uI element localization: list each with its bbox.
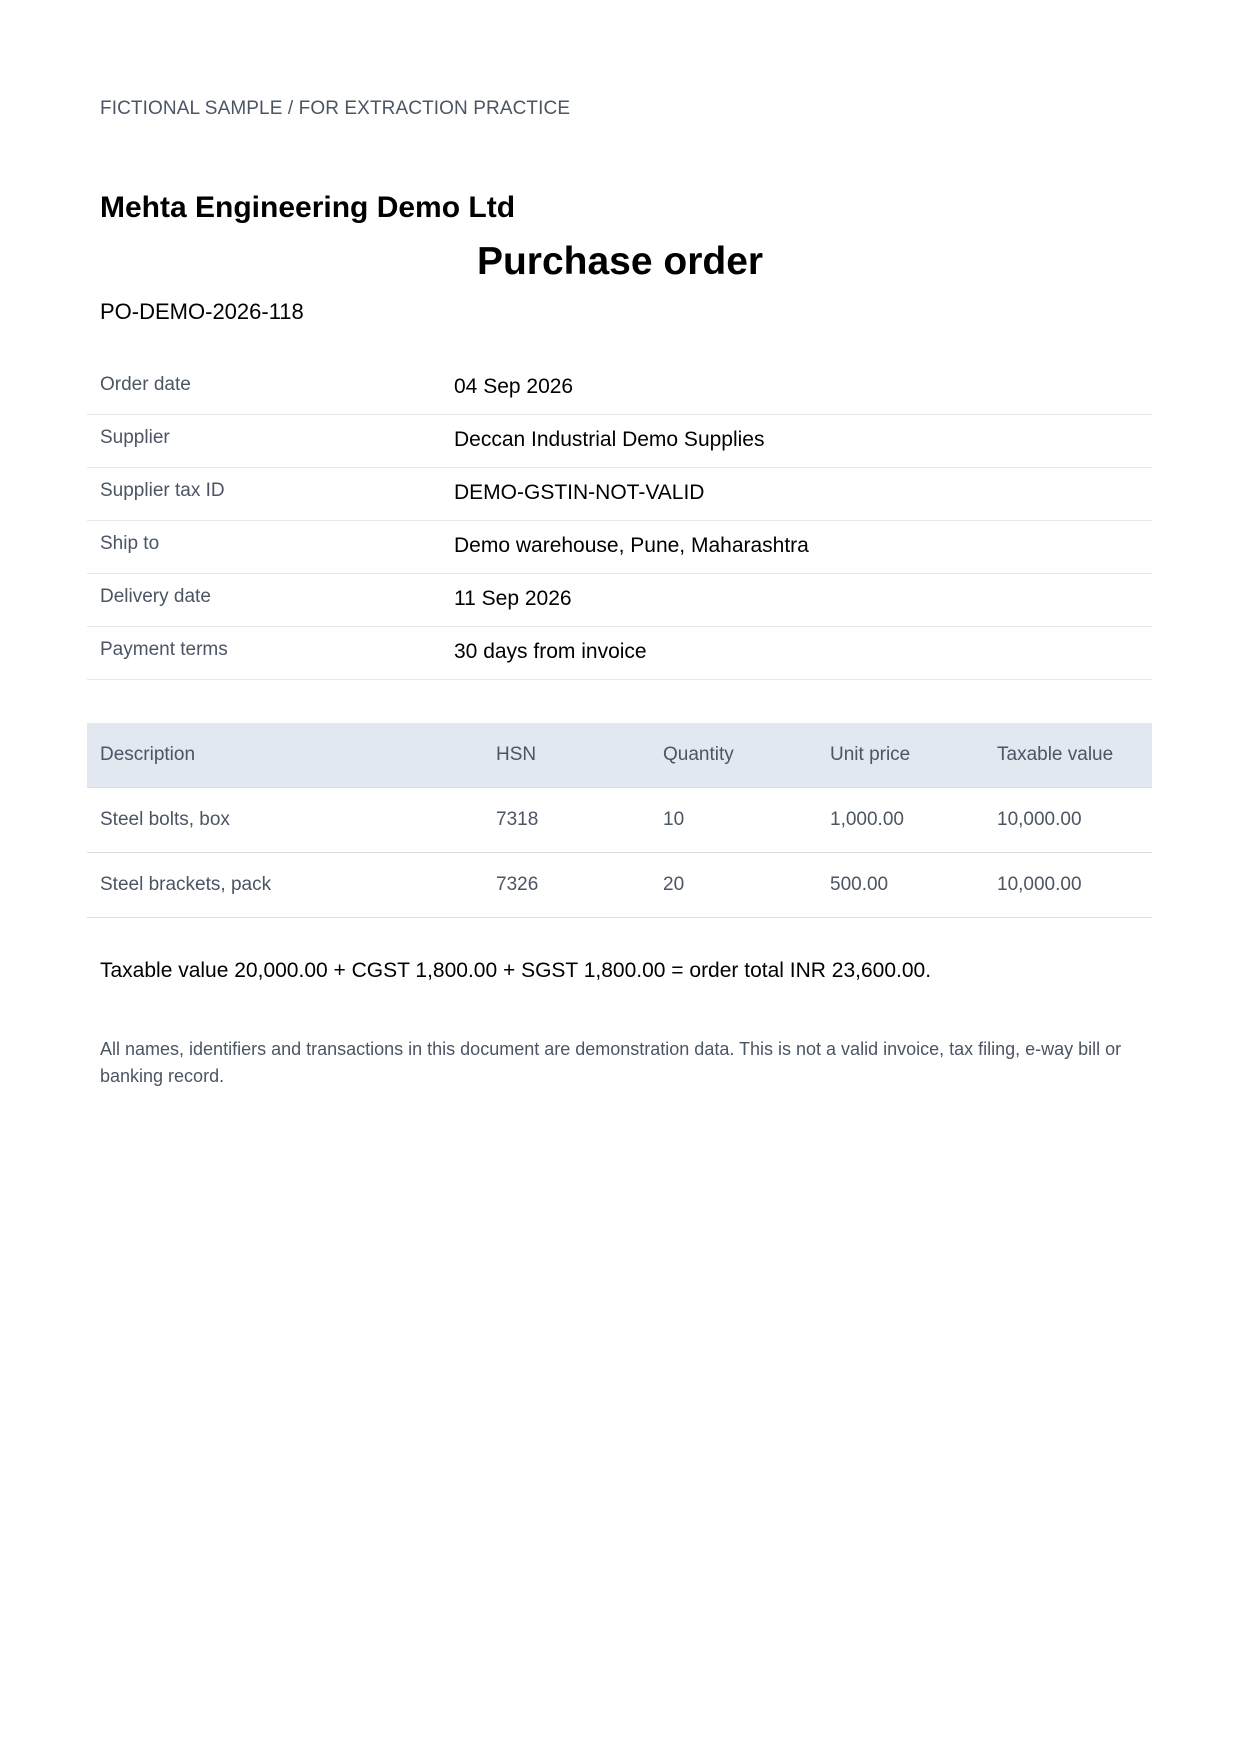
company-name: Mehta Engineering Demo Ltd <box>100 191 516 224</box>
meta-label: Order date <box>100 374 191 395</box>
sample-banner: FICTIONAL SAMPLE / FOR EXTRACTION PRACTICE <box>100 98 571 119</box>
meta-row-payment-terms <box>87 627 1152 680</box>
meta-row-supplier <box>87 415 1152 468</box>
meta-value: DEMO-GSTIN-NOT-VALID <box>454 481 705 504</box>
cell-unit-price: 500.00 <box>830 873 889 895</box>
meta-row-order-date <box>87 362 1152 415</box>
cell-description: Steel bolts, box <box>100 808 230 830</box>
cell-quantity: 10 <box>663 808 685 830</box>
meta-value: 04 Sep 2026 <box>454 375 574 398</box>
meta-value: Deccan Industrial Demo Supplies <box>454 428 765 451</box>
meta-label: Payment terms <box>100 639 228 660</box>
meta-row-delivery-date <box>87 574 1152 627</box>
table-row <box>87 852 1152 917</box>
cell-description: Steel brackets, pack <box>100 873 272 895</box>
meta-value: 11 Sep 2026 <box>454 587 572 610</box>
document-title: Purchase order <box>476 240 764 283</box>
meta-row-ship-to <box>87 521 1152 574</box>
meta-label: Supplier tax ID <box>100 480 225 501</box>
meta-label: Delivery date <box>100 586 211 607</box>
line-items-table <box>87 723 1152 918</box>
cell-hsn: 7318 <box>496 808 539 830</box>
order-total-summary: Taxable value 20,000.00 + CGST 1,800.00 + SGST 1,800.00 = order total INR 23,600.00. <box>100 959 932 982</box>
cell-taxable-value: 10,000.00 <box>997 808 1082 830</box>
cell-quantity: 20 <box>663 873 685 895</box>
disclaimer: All names, identifiers and transactions in this document are demonstration data. This is not a valid invoice, tax filing, e-way bill or banking record. <box>100 1039 1122 1086</box>
column-header-taxable-value: Taxable value <box>997 743 1114 765</box>
column-header-unit-price: Unit price <box>830 743 911 765</box>
meta-value: Demo warehouse, Pune, Maharashtra <box>454 534 809 557</box>
meta-label: Ship to <box>100 533 160 554</box>
meta-label: Supplier <box>100 427 170 448</box>
po-number: PO-DEMO-2026-118 <box>100 299 304 324</box>
column-header-hsn: HSN <box>496 743 537 765</box>
table-header-row <box>87 723 1152 787</box>
table-row <box>87 787 1152 852</box>
cell-taxable-value: 10,000.00 <box>997 873 1082 895</box>
column-header-description: Description <box>100 743 196 765</box>
column-header-quantity: Quantity <box>663 743 734 765</box>
order-details <box>87 362 1152 680</box>
cell-hsn: 7326 <box>496 873 539 895</box>
meta-value: 30 days from invoice <box>454 640 647 663</box>
meta-row-supplier-tax-id <box>87 468 1152 521</box>
cell-unit-price: 1,000.00 <box>830 808 904 830</box>
